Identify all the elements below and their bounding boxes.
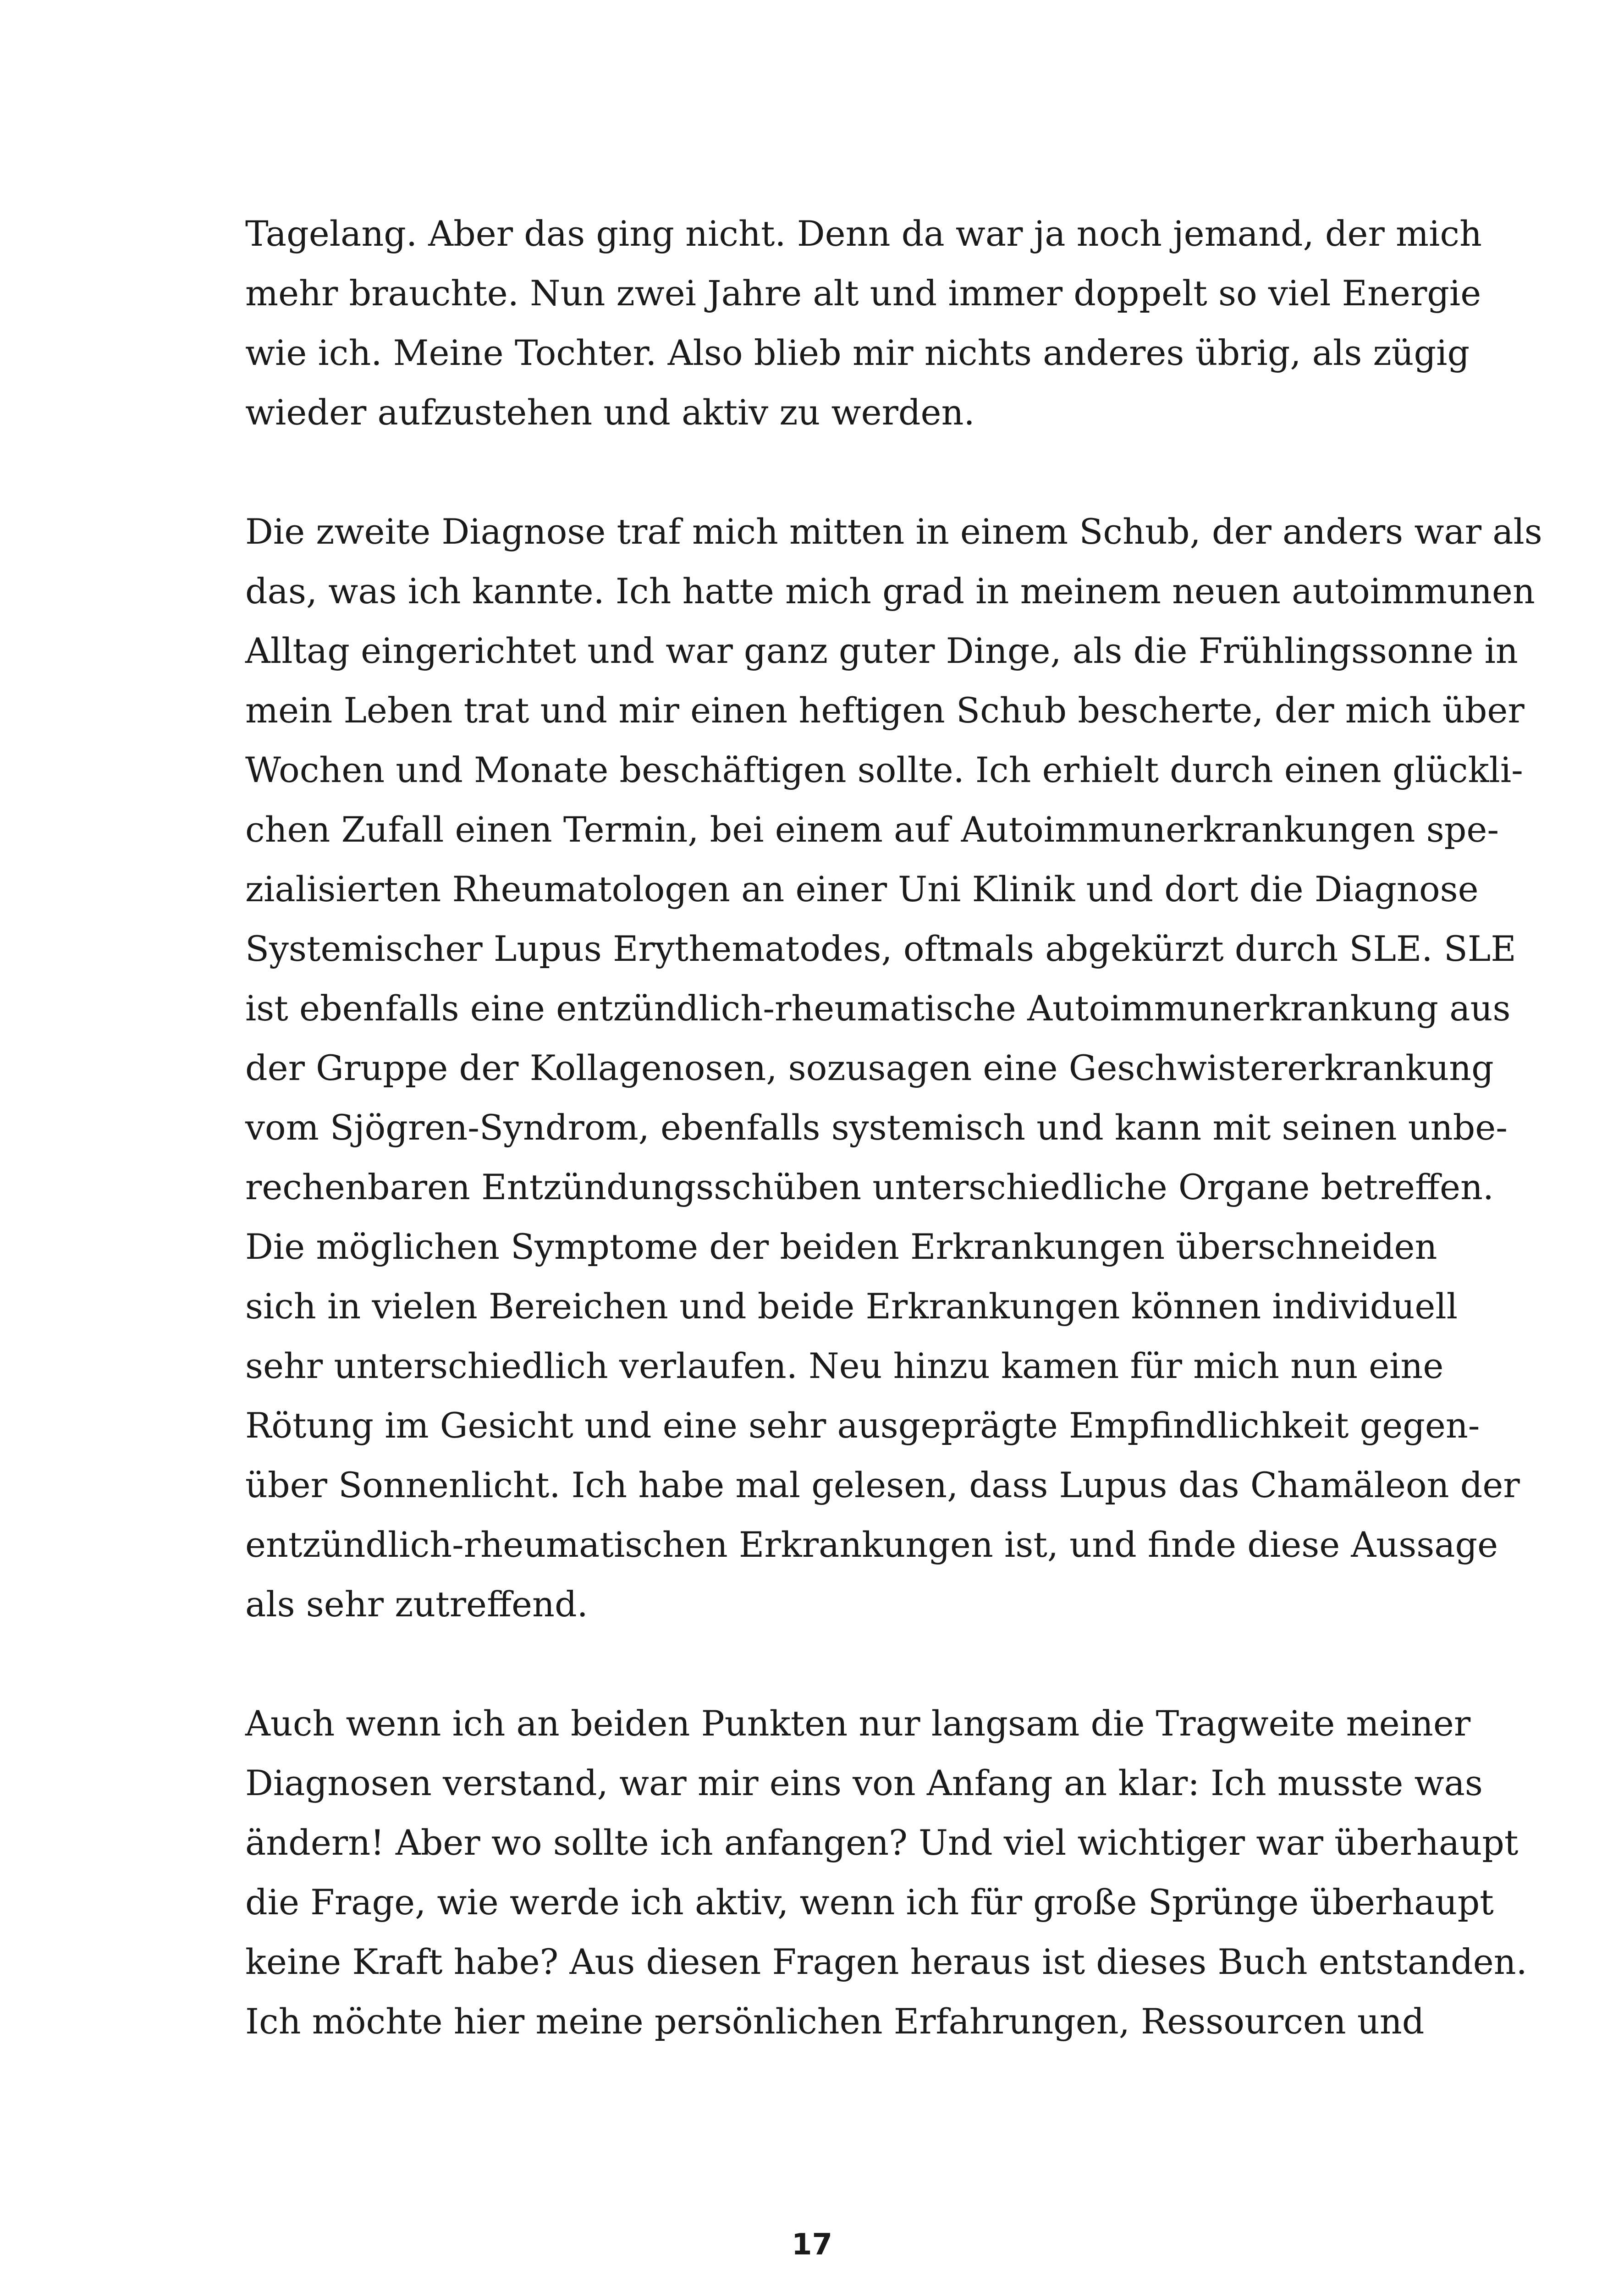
text-line: Rötung im Gesicht und eine sehr ausgeprägte Empfindlichkeit gegen-: [245, 1405, 1480, 1446]
text-line: der Gruppe der Kollagenosen, sozusagen eine Geschwistererkrankung: [245, 1047, 1494, 1088]
text-line: mehr brauchte. Nun zwei Jahre alt und immer doppelt so viel Energie: [245, 273, 1481, 314]
text-line: Ich möchte hier meine persönlichen Erfahrungen, Ressourcen und: [245, 2001, 1425, 2042]
text-line: ändern! Aber wo sollte ich anfangen? Und viel wichtiger war überhaupt: [245, 1822, 1519, 1863]
paragraph: [245, 204, 1482, 442]
text-line: sehr unterschiedlich verlaufen. Neu hinzu kamen für mich nun eine: [245, 1345, 1444, 1386]
text-line: Die zweite Diagnose traf mich mitten in einem Schub, der anders war als: [245, 511, 1542, 552]
text-line: Tagelang. Aber das ging nicht. Denn da war ja noch jemand, der mich: [245, 213, 1482, 254]
text-line: ist ebenfalls eine entzündlich-rheumatische Autoimmunerkrankung aus: [245, 988, 1511, 1029]
text-line: Die möglichen Symptome der beiden Erkrankungen überschneiden: [245, 1226, 1437, 1267]
text-line: entzündlich-rheumatischen Erkrankungen ist, und finde diese Aussage: [245, 1524, 1498, 1565]
text-line: die Frage, wie werde ich aktiv, wenn ich für große Sprünge überhaupt: [245, 1882, 1494, 1923]
text-line: zialisierten Rheumatologen an einer Uni Klinik und dort die Diagnose: [245, 869, 1479, 909]
text-line: als sehr zutreffend.: [245, 1584, 588, 1625]
body-text: [245, 204, 1542, 2111]
text-line: das, was ich kannte. Ich hatte mich grad in meinem neuen autoimmunen: [245, 571, 1535, 612]
text-line: vom Sjögren-Syndrom, ebenfalls systemisch und kann mit seinen unbe-: [245, 1107, 1508, 1148]
text-line: keine Kraft habe? Aus diesen Fragen heraus ist dieses Buch entstanden.: [245, 1941, 1527, 1982]
text-line: Alltag eingerichtet und war ganz guter Dinge, als die Frühlingssonne in: [245, 630, 1518, 671]
text-line: rechenbaren Entzündungsschüben unterschiedliche Organe betreffen.: [245, 1167, 1494, 1207]
paragraph: [245, 502, 1542, 1634]
text-line: sich in vielen Bereichen und beide Erkrankungen können individuell: [245, 1286, 1458, 1327]
page-number: 17: [791, 2228, 833, 2262]
text-line: über Sonnenlicht. Ich habe mal gelesen, dass Lupus das Chamäleon der: [245, 1465, 1520, 1505]
text-line: wie ich. Meine Tochter. Also blieb mir nichts anderes übrig, als zügig: [245, 332, 1470, 373]
text-line: Auch wenn ich an beiden Punkten nur langsam die Tragweite meiner: [245, 1703, 1471, 1744]
text-line: chen Zufall einen Termin, bei einem auf Autoimmunerkrankungen spe-: [245, 809, 1499, 850]
text-line: wieder aufzustehen und aktiv zu werden.: [245, 392, 975, 433]
text-line: mein Leben trat und mir einen heftigen Schub bescherte, der mich über: [245, 690, 1525, 731]
text-line: Diagnosen verstand, war mir eins von Anfang an klar: Ich musste was: [245, 1763, 1483, 1803]
text-line: Wochen und Monate beschäftigen sollte. Ich erhielt durch einen glückli-: [245, 749, 1523, 790]
paragraph: [245, 1694, 1527, 2051]
text-line: Systemischer Lupus Erythematodes, oftmals abgekürzt durch SLE. SLE: [245, 928, 1516, 969]
